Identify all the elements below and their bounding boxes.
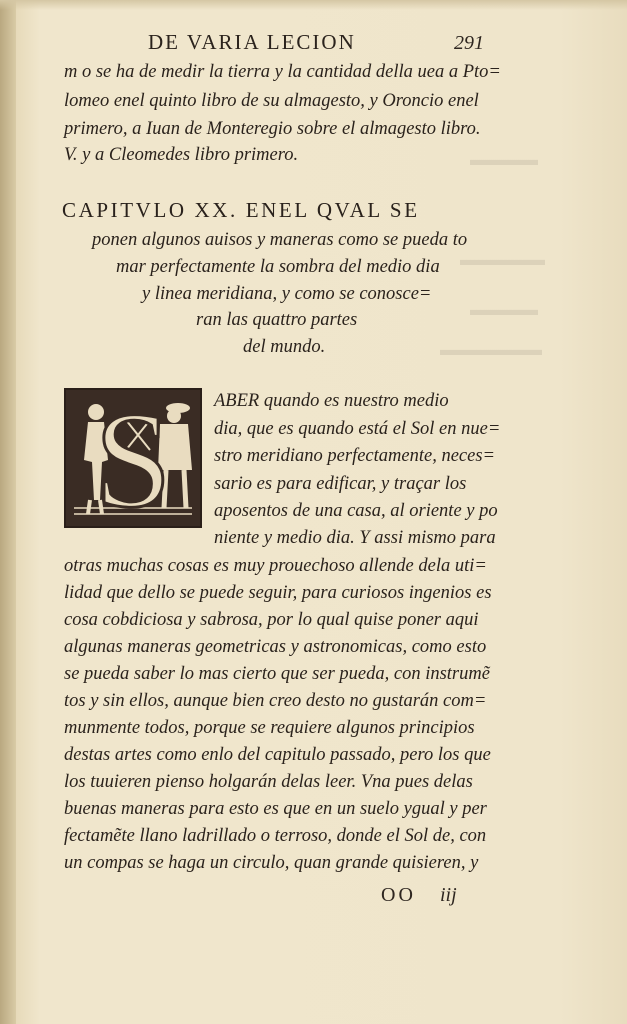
text-line: stro meridiano perfectamente, neces= xyxy=(214,446,496,466)
text-line: V. y a Cleomedes libro primero. xyxy=(64,145,299,165)
text-line: fectamẽte llano ladrillado o terroso, donde el Sol de, con xyxy=(64,826,487,846)
chapter-heading: CAPITVLO XX. ENEL QVAL SE xyxy=(62,198,420,222)
signature-mark: iij xyxy=(440,884,457,906)
chapter-subtitle-line: ponen algunos auisos y maneras como se pueda to xyxy=(92,230,468,250)
text-line: se pueda saber lo mas cierto que ser pueda, con instrumẽ xyxy=(64,664,490,684)
text-line: otras muchas cosas es muy prouechoso allende dela uti= xyxy=(64,556,487,576)
folio-number: 291 xyxy=(454,32,484,54)
chapter-subtitle-line: del mundo. xyxy=(243,337,326,357)
chapter-subtitle-line: y linea meridiana, y como se conosce= xyxy=(142,284,432,304)
text-line: tos y sin ellos, aunque bien creo desto no gustarán com= xyxy=(64,691,487,711)
text-line: m o se ha de medir la tierra y la cantidad della uea a Pto= xyxy=(64,62,501,82)
initial-letter: S xyxy=(94,390,172,526)
text-line: sario es para edificar, y traçar los xyxy=(214,474,467,494)
text-line: los tuuieren pienso holgarán delas leer. Vna pues delas xyxy=(64,772,473,792)
text-line: lomeo enel quinto libro de su almagesto, y Oroncio enel xyxy=(64,91,479,111)
text-line: lidad que dello se puede seguir, para curiosos ingenios es xyxy=(64,583,492,603)
text-line: algunas maneras geometricas y astronomicas, como esto xyxy=(64,637,487,657)
text-line: cosa cobdiciosa y sabrosa, por lo qual quise poner aqui xyxy=(64,610,479,630)
text-line: un compas se haga un circulo, quan grande quisieren, y xyxy=(64,853,479,873)
text-line: niente y medio dia. Y assi mismo para xyxy=(214,528,496,548)
running-head-title: DE VARIA LECION xyxy=(148,30,356,54)
decorated-initial xyxy=(64,388,202,528)
text-line: aposentos de una casa, al oriente y po xyxy=(214,501,498,521)
woodcut-illustration xyxy=(66,390,200,526)
text-line: ABER quando es nuestro medio xyxy=(214,391,449,411)
text-line: buenas maneras para esto es que en un suelo ygual y per xyxy=(64,799,487,819)
book-page: ▬▬▬▬ ▬▬▬▬▬ ▬▬▬▬ ▬▬▬▬▬▬ DE VARIA LECION 291 m o se ha de medir la tierra y la cantidad della uea a Pto= lomeo enel quinto libro de su almagesto, y Oroncio enel primero, a Iuan de Monteregio sobre el almagesto libro. V. y a Cleomedes libro primero. CAPITVLO XX. ENEL QVAL SE ponen algunos auisos y maneras como se pueda to mar perfectamente la sombra del medio dia y linea meridiana, y como se conosce= ran las quattro partes del mundo. S ABER quando es nuestro medio dia, que es quando está el Sol en nue= stro meridiano perfectamente, neces= sario es para edificar, y traçar los aposentos de una casa, al oriente y po niente y medio dia. Y assi mismo para otras muchas cosas es muy prouechoso allende dela uti= lidad que dello se puede seguir, para curiosos ingenios es cosa cobdiciosa y sabrosa, por lo qual quise poner aqui algunas maneras geometricas y astronomicas, como esto se pueda saber lo mas cierto que ser pueda, con instrumẽ tos y sin ellos, aunque bien creo desto no gustarán com= munmente todos, porque se requiere algunos principios destas artes como enlo del capitulo passado, pero los que los tuuieren pienso holgarán delas leer. Vna pues delas buenas maneras para esto es que en un suelo ygual y per fectamẽte llano ladrillado o terroso, donde el Sol de, con un compas se haga un circulo, quan grande quisieren, y OO iij xyxy=(0,0,627,1024)
catchword: OO xyxy=(381,884,416,906)
text-line: dia, que es quando está el Sol en nue= xyxy=(214,419,501,439)
top-edge-shadow xyxy=(0,0,627,10)
text-line: primero, a Iuan de Monteregio sobre el almagesto libro. xyxy=(64,119,481,139)
chapter-subtitle-line: mar perfectamente la sombra del medio dia xyxy=(116,257,440,277)
text-line: destas artes como enlo del capitulo passado, pero los que xyxy=(64,745,491,765)
gutter-shadow xyxy=(0,0,16,1024)
text-line: munmente todos, porque se requiere algunos principios xyxy=(64,718,475,738)
chapter-subtitle-line: ran las quattro partes xyxy=(196,310,358,330)
